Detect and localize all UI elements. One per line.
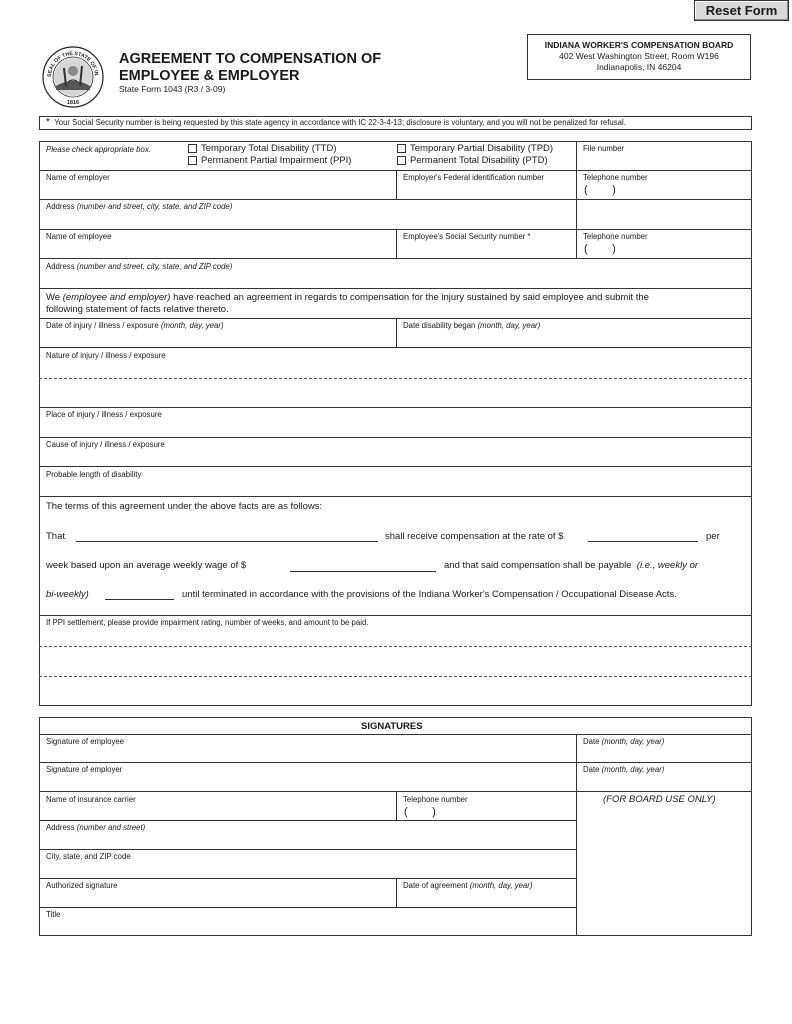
signatures-heading: SIGNATURES bbox=[361, 721, 423, 732]
employee-telephone-field[interactable]: ( ) bbox=[584, 243, 616, 255]
date-of-injury-label: Date of injury / illness / exposure (month, day, year) bbox=[46, 321, 224, 330]
form-title: AGREEMENT TO COMPENSATION OF EMPLOYEE & EMPLOYER bbox=[119, 51, 382, 84]
employee-signature-date-label: Date (month, day, year) bbox=[583, 737, 665, 746]
employer-signature-label: Signature of employer bbox=[46, 765, 123, 774]
reset-form-button[interactable]: Reset Form bbox=[694, 0, 789, 21]
terms-heading: The terms of this agreement under the above facts are as follows: bbox=[46, 501, 323, 512]
date-of-agreement-label: Date of agreement (month, day, year) bbox=[403, 881, 533, 890]
terms-per: per bbox=[706, 531, 720, 542]
title-label: Title bbox=[46, 910, 61, 919]
seal-text: SEAL OF THE STATE OF IN bbox=[46, 50, 100, 78]
board-name: INDIANA WORKER'S COMPENSATION BOARD bbox=[544, 40, 734, 50]
check-instruction: Please check appropriate box. bbox=[46, 145, 151, 154]
terms-payable: and that said compensation shall be payable (i.e., weekly or bbox=[444, 560, 699, 571]
ttd-label: Temporary Total Disability (TTD) bbox=[201, 143, 337, 154]
compensation-rate-line[interactable] bbox=[588, 541, 698, 542]
ppi-label: Permanent Partial Impairment (PPI) bbox=[201, 155, 352, 166]
agreement-statement-line1: We (employee and employer) have reached an agreement in regards to compensation for the injury sustained by said employee and submit the bbox=[46, 292, 649, 303]
employer-telephone-field[interactable]: ( ) bbox=[584, 184, 616, 196]
terms-until: until terminated in accordance with the provisions of the Indiana Worker's Compensation / Occupational Disease Acts. bbox=[182, 589, 677, 600]
place-of-injury-label: Place of injury / illness / exposure bbox=[46, 410, 162, 419]
ppi-checkbox[interactable] bbox=[188, 156, 197, 165]
ttd-checkbox[interactable] bbox=[188, 144, 197, 153]
carrier-city-label: City, state, and ZIP code bbox=[46, 852, 131, 861]
employee-signature-label: Signature of employee bbox=[46, 737, 125, 746]
cause-of-injury-label: Cause of injury / illness / exposure bbox=[46, 440, 165, 449]
tpd-checkbox[interactable] bbox=[397, 144, 406, 153]
ssn-notice: * Your Social Security number is being requested by this state agency in accordance with IC 22-3-4-13; disclosure is voluntary, and you will not be penalized for refusal. bbox=[39, 116, 752, 130]
board-address-line1: 402 West Washington Street, Room W196 bbox=[559, 51, 719, 61]
employer-telephone-label: Telephone number bbox=[583, 173, 648, 182]
ptd-checkbox[interactable] bbox=[397, 156, 406, 165]
employer-signature-date-label: Date (month, day, year) bbox=[583, 765, 665, 774]
tpd-label: Temporary Partial Disability (TPD) bbox=[410, 143, 554, 154]
employee-name-line[interactable] bbox=[76, 541, 378, 542]
terms-biweekly: bi-weekly) bbox=[46, 589, 89, 600]
ppi-settlement-note: If PPI settlement, please provide impairment rating, number of weeks, and amount to be paid. bbox=[46, 618, 369, 627]
employee-name-label: Name of employee bbox=[46, 232, 112, 241]
employee-address-label: Address (number and street, city, state, and ZIP code) bbox=[46, 262, 233, 271]
seal-year: 1816 bbox=[66, 100, 80, 106]
carrier-telephone-label: Telephone number bbox=[403, 795, 468, 804]
form-number: State Form 1043 (R3 / 3-09) bbox=[119, 84, 226, 94]
employee-telephone-label: Telephone number bbox=[583, 232, 648, 241]
terms-shall-receive: shall receive compensation at the rate of $ bbox=[385, 531, 564, 542]
nature-of-injury-label: Nature of injury / illness / exposure bbox=[46, 351, 166, 360]
payment-frequency-line[interactable] bbox=[105, 599, 174, 600]
terms-week-based: week based upon an average weekly wage of $ bbox=[46, 560, 247, 571]
state-seal-icon bbox=[42, 46, 104, 108]
agreement-statement-line2: following statement of facts relative thereto. bbox=[46, 304, 229, 315]
carrier-telephone-field[interactable]: ( ) bbox=[404, 806, 436, 818]
length-of-disability-label: Probable length of disability bbox=[46, 470, 142, 479]
employee-ssn-label: Employee's Social Security number * bbox=[403, 232, 531, 241]
insurance-carrier-label: Name of insurance carrier bbox=[46, 795, 136, 804]
employer-fed-id-label: Employer's Federal identification number bbox=[403, 173, 545, 182]
employer-address-label: Address (number and street, city, state, and ZIP code) bbox=[46, 202, 233, 211]
carrier-address-label: Address (number and street) bbox=[46, 823, 146, 832]
date-disability-label: Date disability began (month, day, year) bbox=[403, 321, 541, 330]
authorized-signature-label: Authorized signature bbox=[46, 881, 118, 890]
board-use-only-label: (FOR BOARD USE ONLY) bbox=[603, 794, 716, 805]
board-address-line2: Indianapolis, IN 46204 bbox=[596, 62, 682, 72]
board-address-box bbox=[527, 34, 751, 80]
file-number-label: File number bbox=[583, 144, 625, 153]
terms-that: That bbox=[46, 531, 66, 542]
employer-name-label: Name of employer bbox=[46, 173, 110, 182]
weekly-wage-line[interactable] bbox=[290, 571, 436, 572]
ptd-label: Permanent Total Disability (PTD) bbox=[410, 155, 548, 166]
